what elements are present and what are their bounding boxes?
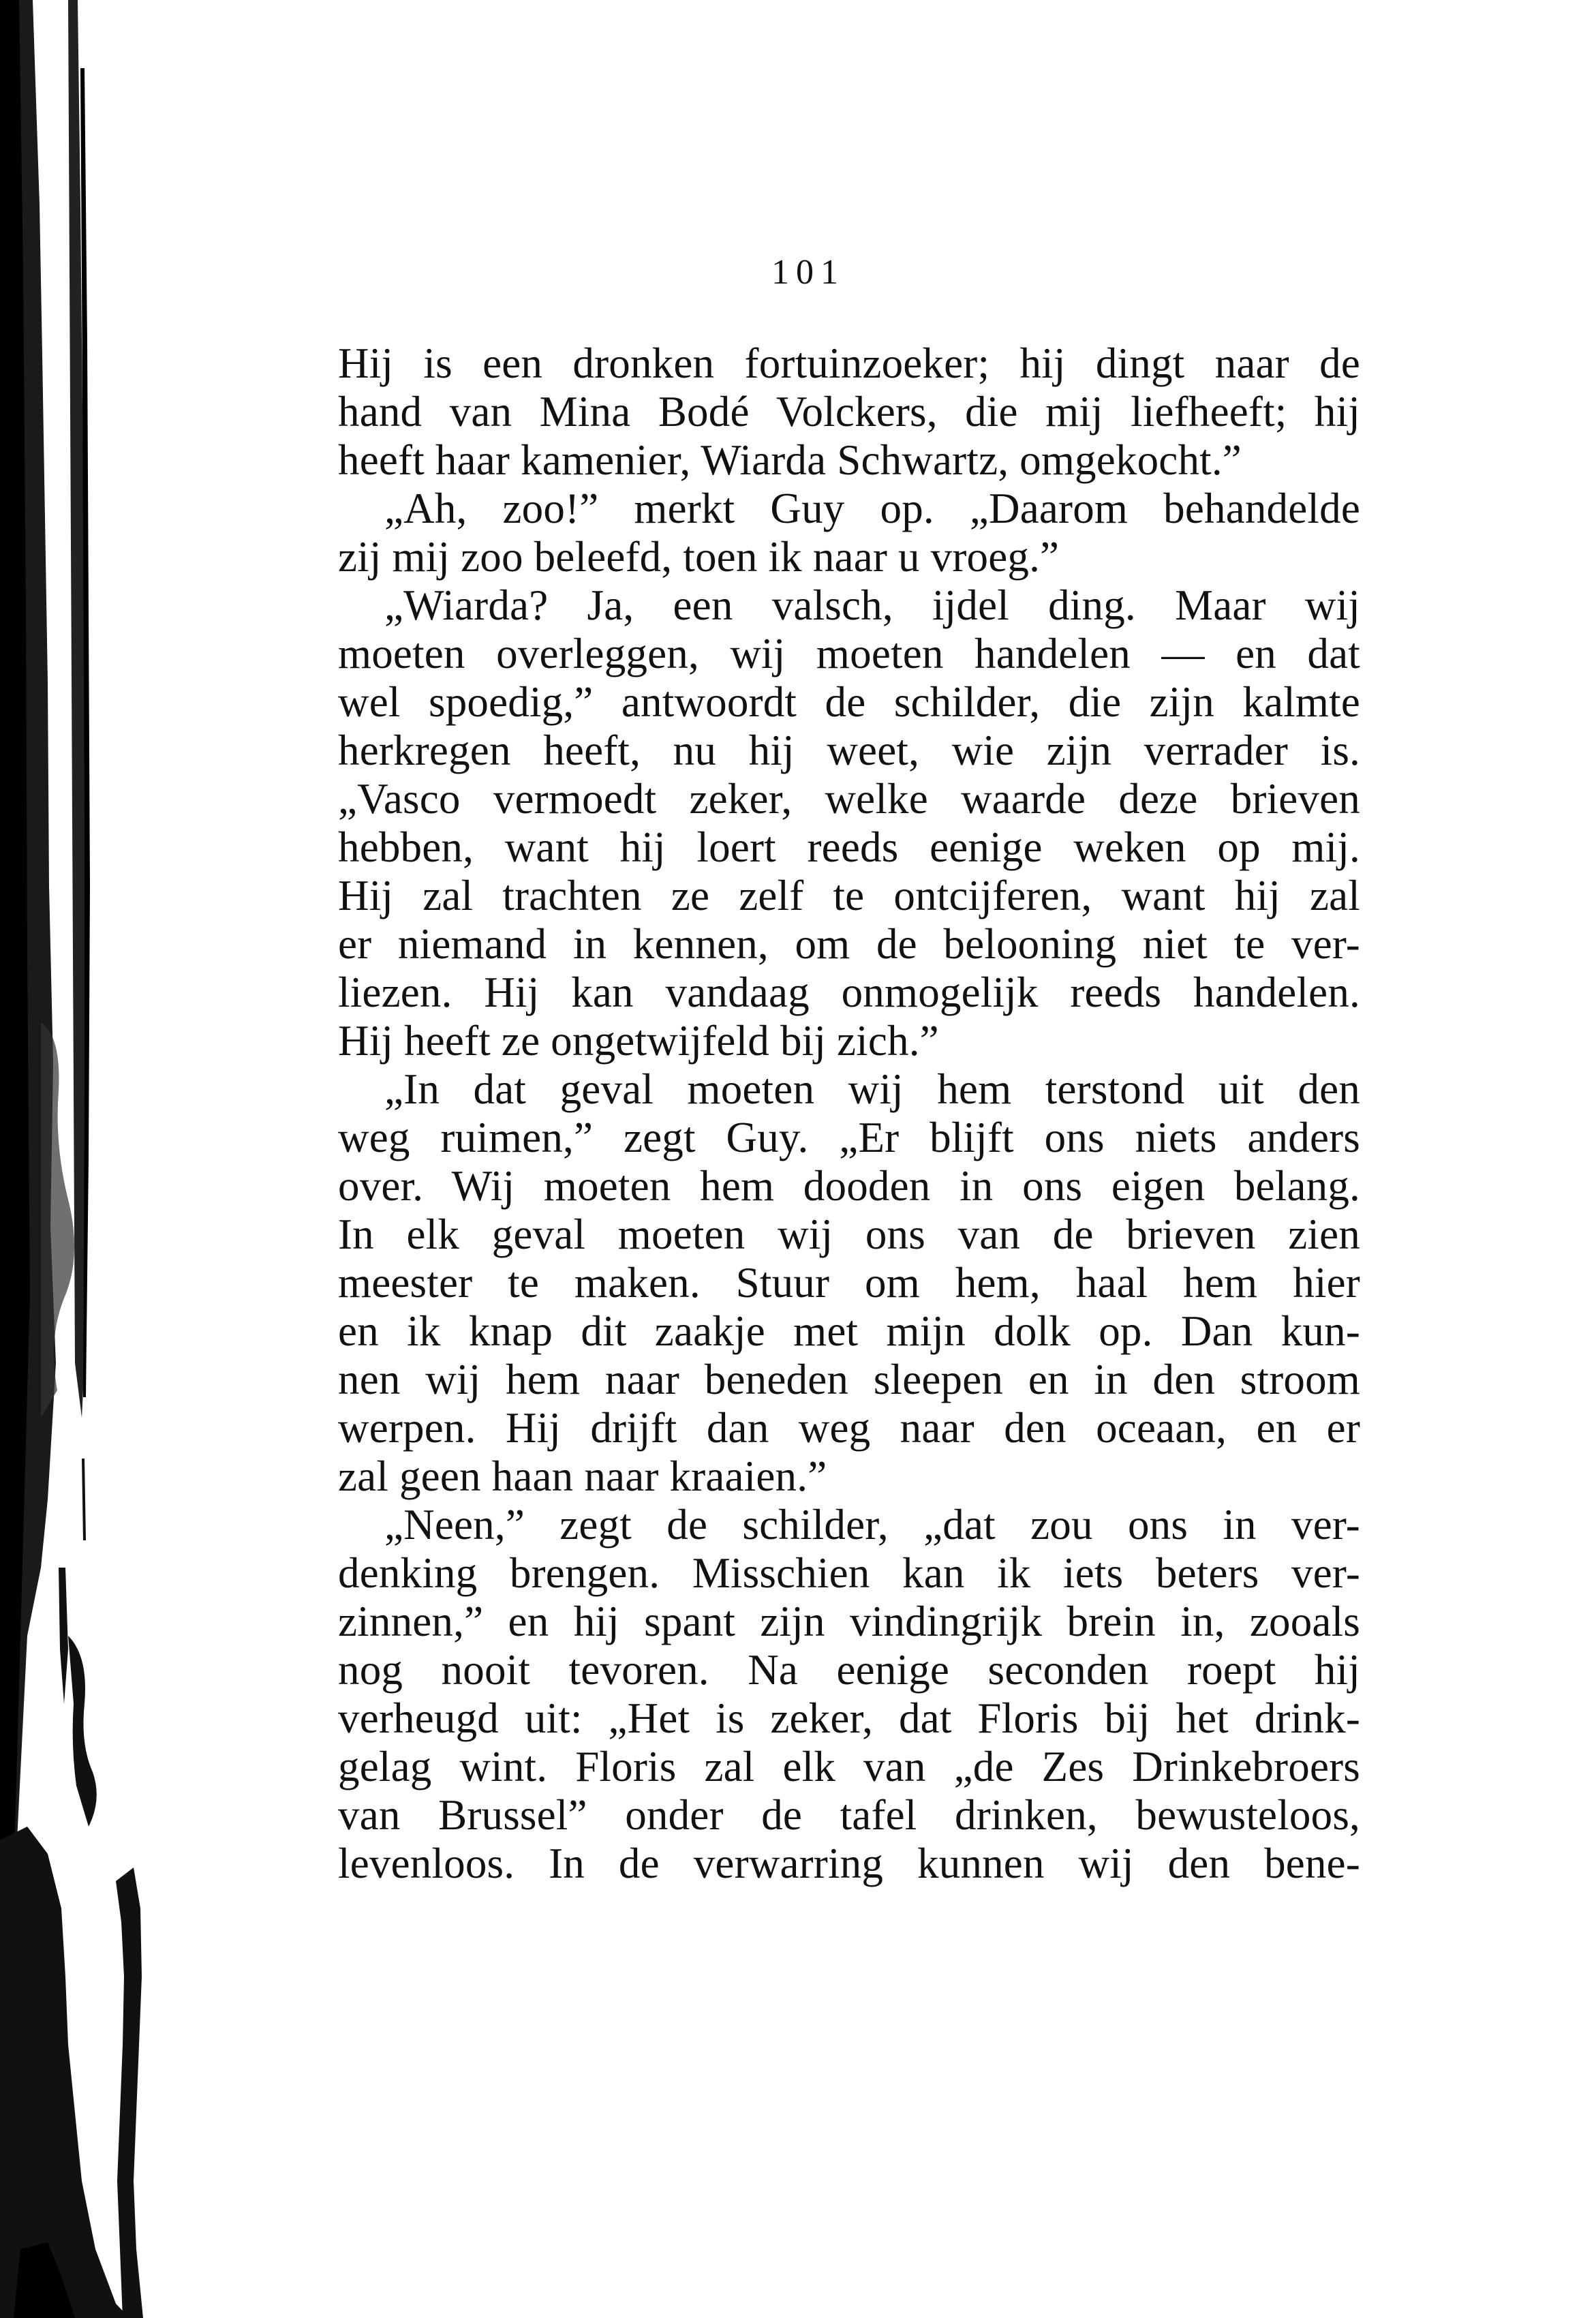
text-line: Hij is een dronken fortuinzoeker; hij dingt naar de xyxy=(338,339,1360,387)
text-line: moeten overleggen, wij moeten handelen — en dat xyxy=(338,630,1360,677)
text-line: nen wij hem naar beneden sleepen en in den stroom xyxy=(338,1356,1360,1403)
text-line: en ik knap dit zaakje met mijn dolk op. Dan kun- xyxy=(338,1307,1360,1355)
text-line: nog nooit tevoren. Na eenige seconden roept hij xyxy=(338,1646,1360,1694)
text-line: weg ruimen,” zegt Guy. „Er blijft ons niets anders xyxy=(338,1114,1360,1161)
body-text xyxy=(338,339,1360,1888)
text-line: levenloos. In de verwarring kunnen wij den bene- xyxy=(338,1840,1360,1887)
text-line: van Brussel” onder de tafel drinken, bewusteloos, xyxy=(338,1791,1360,1839)
text-line: heeft haar kamenier, Wiarda Schwartz, omgekocht.” xyxy=(338,436,1242,484)
text-line: hebben, want hij loert reeds eenige weken op mij. xyxy=(338,823,1360,871)
text-line: er niemand in kennen, om de belooning niet te ver- xyxy=(338,920,1360,968)
text-line: zij mij zoo beleefd, toen ik naar u vroeg.” xyxy=(338,533,1060,581)
text-line: herkregen heeft, nu hij weet, wie zijn verrader is. xyxy=(338,727,1360,774)
text-line: „Ah, zoo!” merkt Guy op. „Daarom behandelde xyxy=(384,485,1360,532)
text-line: In elk geval moeten wij ons van de brieven zien xyxy=(338,1210,1360,1258)
text-line: wel spoedig,” antwoordt de schilder, die zijn kalmte xyxy=(338,678,1360,726)
text-line: werpen. Hij drijft dan weg naar den oceaan, en er xyxy=(338,1404,1360,1452)
text-line: denking brengen. Misschien kan ik iets beters ver- xyxy=(338,1549,1360,1597)
text-line: meester te maken. Stuur om hem, haal hem hier xyxy=(338,1259,1360,1307)
text-line: „Neen,” zegt de schilder, „dat zou ons in ver- xyxy=(384,1501,1360,1549)
text-line: Hij heeft ze ongetwijfeld bij zich.” xyxy=(338,1017,939,1065)
text-line: „Wiarda? Ja, een valsch, ijdel ding. Maar wij xyxy=(384,581,1360,629)
text-line: hand van Mina Bodé Volckers, die mij liefheeft; hij xyxy=(338,388,1360,436)
text-line: gelag wint. Floris zal elk van „de Zes Drinkebroers xyxy=(338,1743,1360,1790)
text-line: Hij zal trachten ze zelf te ontcijferen, want hij zal xyxy=(338,872,1360,919)
text-line: „Vasco vermoedt zeker, welke waarde deze brieven xyxy=(338,775,1360,823)
text-line: verheugd uit: „Het is zeker, dat Floris bij het drink- xyxy=(338,1694,1360,1742)
page-number: 101 xyxy=(771,253,845,292)
text-line: over. Wij moeten hem dooden in ons eigen belang. xyxy=(338,1162,1360,1210)
text-line: zal geen haan naar kraaien.” xyxy=(338,1452,827,1500)
binding-gutter-shadow xyxy=(0,0,157,2318)
text-line: liezen. Hij kan vandaag onmogelijk reeds handelen. xyxy=(338,969,1360,1016)
text-line: „In dat geval moeten wij hem terstond uit den xyxy=(384,1065,1360,1113)
text-line: zinnen,” en hij spant zijn vindingrijk brein in, zooals xyxy=(338,1598,1360,1645)
